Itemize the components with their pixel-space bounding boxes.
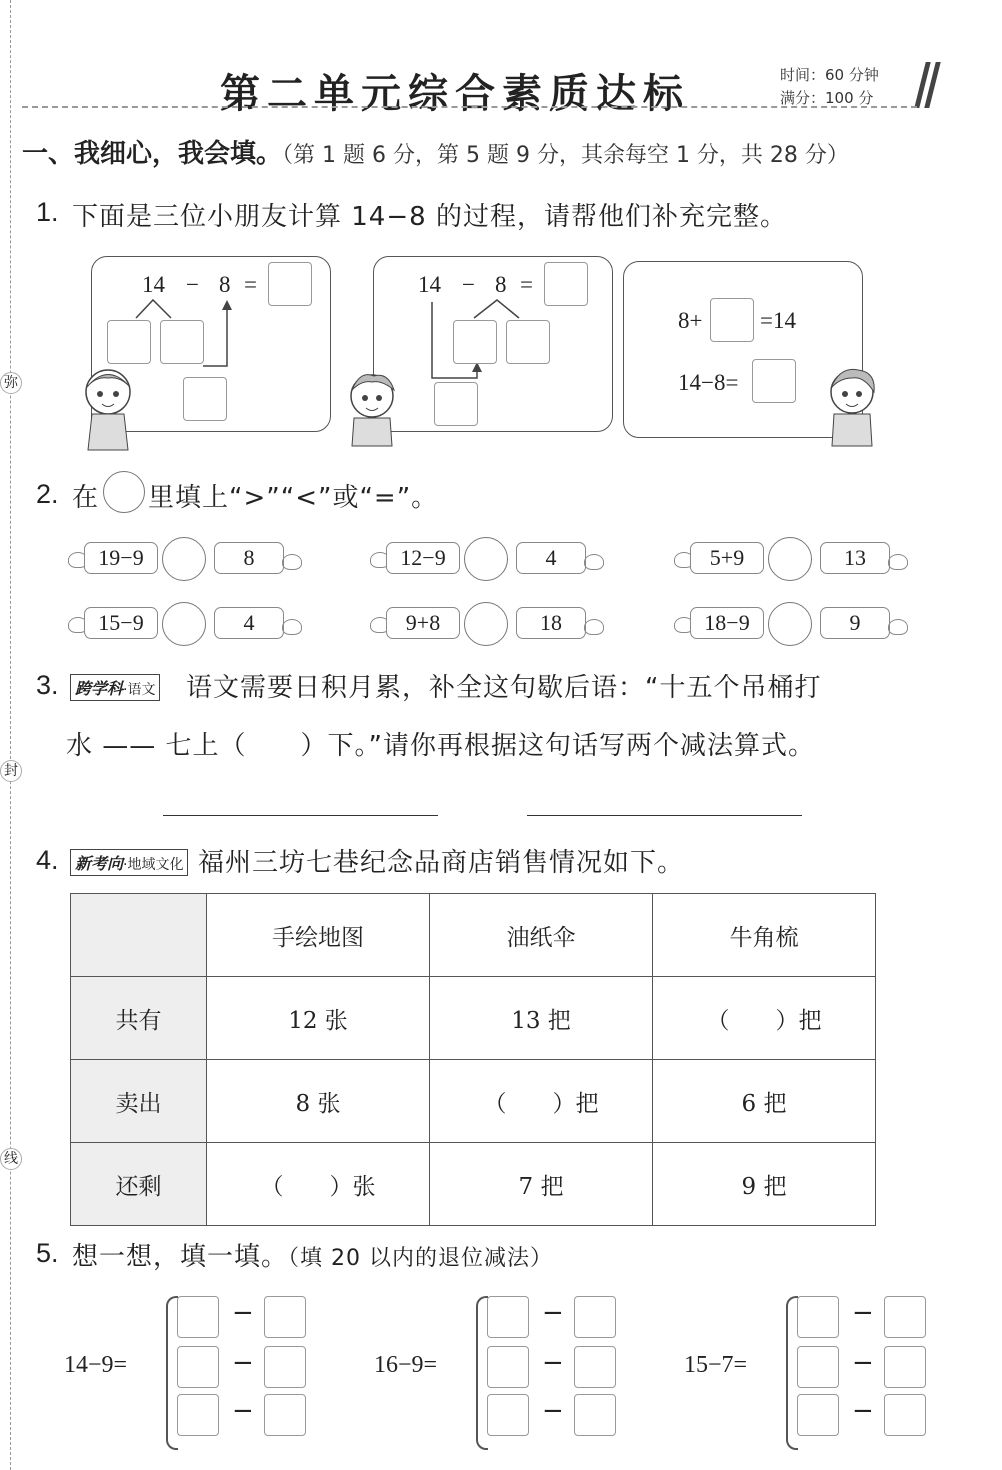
table-header-row <box>71 894 876 977</box>
table-column-header: 牛角梳 <box>653 894 876 977</box>
table-cell: 12 张 <box>207 977 430 1060</box>
table-cell: 6 把 <box>653 1060 876 1143</box>
q1-text: 下面是三位小朋友计算 14−8 的过程，请帮他们补充完整。 <box>72 202 787 232</box>
section-title: 一、我细心，我会填。 <box>22 139 283 169</box>
q2-left-expression: 19−9 <box>84 542 158 574</box>
q3-answer-line-1[interactable] <box>163 815 438 816</box>
q5-number: 5. <box>36 1238 59 1268</box>
table-cell-blank[interactable]: （ ）张 <box>207 1143 430 1226</box>
q2-answer-circle[interactable] <box>464 537 508 581</box>
q3-answer-line-2[interactable] <box>527 815 802 816</box>
q5-equation-label: 16−9= <box>374 1352 438 1378</box>
q2-text-b: 里填上“>”“<”或“=”。 <box>148 483 439 513</box>
q5-minuend-box[interactable] <box>177 1394 219 1436</box>
q1-m3-eq2-text: 14−8= <box>678 370 739 395</box>
q5-minus-sign: − <box>232 1396 254 1426</box>
section-score-note: （第 1 题 6 分，第 5 题 9 分，其余每空 1 分，共 28 分） <box>282 143 849 168</box>
q3-badge-main: 跨学科 <box>75 679 124 698</box>
q4-text: 福州三坊七巷纪念品商店销售情况如下。 <box>198 848 685 878</box>
section-heading <box>22 133 849 170</box>
q2-example-circle <box>103 471 145 513</box>
q2-answer-circle[interactable] <box>768 537 812 581</box>
q5-equation-label: 14−9= <box>64 1352 128 1378</box>
q4-badge-sub: ·地域文化 <box>123 857 184 873</box>
q1-m3-eq1-box[interactable] <box>710 298 754 342</box>
q2-left-expression: 5+9 <box>690 542 764 574</box>
q5-subtrahend-box[interactable] <box>574 1296 616 1338</box>
time-limit: 时间：60 分钟 <box>780 66 879 84</box>
q5-minus-sign: − <box>232 1298 254 1328</box>
q3-text-line1: 语文需要日积月累，补全这句歇后语：“十五个吊桶打 <box>186 673 822 703</box>
q2-right-value: 4 <box>516 542 586 574</box>
q1-m2-subtrahend: 8 <box>495 272 507 297</box>
q5-title: 想一想，填一填。 <box>72 1242 289 1272</box>
q5-minus-sign: − <box>232 1348 254 1378</box>
q5-text <box>72 1236 553 1273</box>
table-corner-cell <box>71 894 207 977</box>
margin-label-feng: 封 <box>0 760 22 782</box>
q2-number: 2. <box>36 479 59 509</box>
q5-minus-sign: − <box>852 1298 874 1328</box>
cat-decoration-icon <box>282 619 302 635</box>
q1-m1-split-box-2[interactable] <box>160 320 204 364</box>
q5-minuend-box[interactable] <box>487 1394 529 1436</box>
q1-m1-minus: − <box>186 272 199 297</box>
q1-m3-eq2-box[interactable] <box>752 359 796 403</box>
q5-minus-sign: − <box>852 1348 874 1378</box>
q1-m1-split-box-1[interactable] <box>107 320 151 364</box>
binding-margin-line <box>10 0 11 1470</box>
q5-minus-sign: − <box>542 1396 564 1426</box>
q2-left-expression: 9+8 <box>386 607 460 639</box>
q2-answer-circle[interactable] <box>162 537 206 581</box>
table-column-header: 手绘地图 <box>207 894 430 977</box>
q5-minus-sign: − <box>542 1298 564 1328</box>
full-score: 满分：100 分 <box>780 89 874 107</box>
q1-m3-eq1-start: 8+ <box>678 308 703 333</box>
q5-minuend-box[interactable] <box>177 1296 219 1338</box>
q2-right-value: 8 <box>214 542 284 574</box>
cat-decoration-icon <box>888 619 908 635</box>
q5-equation-label: 15−7= <box>684 1352 748 1378</box>
q5-subtrahend-box[interactable] <box>884 1346 926 1388</box>
q3-badge-sub: ·语文 <box>123 682 156 698</box>
q3-text-line2: 水 —— 七上（ ）下。”请你再根据这句话写两个减法算式。 <box>66 731 815 761</box>
table-row <box>71 1060 876 1143</box>
q2-left-expression: 18−9 <box>690 607 764 639</box>
q5-minus-sign: − <box>852 1396 874 1426</box>
q2-right-value: 18 <box>516 607 586 639</box>
table-cell: 7 把 <box>430 1143 653 1226</box>
q2-right-value: 4 <box>214 607 284 639</box>
cat-decoration-icon <box>584 554 604 570</box>
q5-minuend-box[interactable] <box>797 1394 839 1436</box>
table-cell: 13 把 <box>430 977 653 1060</box>
q5-subtrahend-box[interactable] <box>574 1394 616 1436</box>
margin-label-xian: 线 <box>0 1148 22 1170</box>
q1-m2-step-box[interactable] <box>434 382 478 426</box>
q2-answer-circle[interactable] <box>768 602 812 646</box>
boy-illustration-icon <box>342 368 408 448</box>
q1-m2-split-box-1[interactable] <box>453 320 497 364</box>
q5-subtrahend-box[interactable] <box>884 1296 926 1338</box>
header-divider <box>22 106 917 108</box>
q1-m1-minuend: 14 <box>142 272 165 297</box>
q4-number: 4. <box>36 845 59 875</box>
q2-right-value: 13 <box>820 542 890 574</box>
q5-minus-sign: − <box>542 1348 564 1378</box>
table-cell: 8 张 <box>207 1060 430 1143</box>
q1-m2-split-box-2[interactable] <box>506 320 550 364</box>
cat-decoration-icon <box>888 554 908 570</box>
table-cell: 9 把 <box>653 1143 876 1226</box>
q2-answer-circle[interactable] <box>464 602 508 646</box>
q2-left-expression: 15−9 <box>84 607 158 639</box>
cat-decoration-icon <box>584 619 604 635</box>
q2-answer-circle[interactable] <box>162 602 206 646</box>
q5-subtrahend-box[interactable] <box>884 1394 926 1436</box>
table-row-label: 卖出 <box>71 1060 207 1143</box>
q5-minuend-box[interactable] <box>487 1296 529 1338</box>
q1-m1-step-box[interactable] <box>183 377 227 421</box>
page-title: 第二单元综合素质达标 <box>220 71 690 117</box>
q3-cross-subject-badge <box>70 674 160 701</box>
cat-decoration-icon <box>282 554 302 570</box>
table-column-header: 油纸伞 <box>430 894 653 977</box>
q5-minuend-box[interactable] <box>487 1346 529 1388</box>
table-row <box>71 977 876 1060</box>
q2-text-a: 在 <box>72 483 100 513</box>
q5-note: （填 20 以内的退位减法） <box>288 1246 553 1271</box>
q5-minuend-box[interactable] <box>177 1346 219 1388</box>
q3-number: 3. <box>36 670 59 700</box>
table-row <box>71 1143 876 1226</box>
margin-label-mi: 弥 <box>0 372 22 394</box>
q1-m2-minus: − <box>462 272 475 297</box>
q1-m1-equals: = <box>244 272 257 297</box>
table-cell-blank[interactable]: （ ）把 <box>653 977 876 1060</box>
q1-m1-subtrahend: 8 <box>219 272 231 297</box>
q5-subtrahend-box[interactable] <box>264 1296 306 1338</box>
q1-number: 1. <box>36 197 59 227</box>
q5-minuend-box[interactable] <box>797 1296 839 1338</box>
q1-m2-equals: = <box>520 272 533 297</box>
girl-2-illustration-icon <box>818 362 884 448</box>
q1-m2-minuend: 14 <box>418 272 441 297</box>
table-row-label: 共有 <box>71 977 207 1060</box>
q2-right-value: 9 <box>820 607 890 639</box>
table-row-label: 还剩 <box>71 1143 207 1226</box>
sales-table <box>70 893 876 1226</box>
q5-subtrahend-box[interactable] <box>264 1346 306 1388</box>
q4-badge-main: 新考向 <box>75 854 124 873</box>
table-cell-blank[interactable]: （ ）把 <box>430 1060 653 1143</box>
q5-minuend-box[interactable] <box>797 1346 839 1388</box>
girl-illustration-icon <box>78 362 142 452</box>
q2-left-expression: 12−9 <box>386 542 460 574</box>
q1-m3-eq1-end: =14 <box>760 308 796 333</box>
q5-subtrahend-box[interactable] <box>264 1394 306 1436</box>
q4-new-direction-badge <box>70 849 188 876</box>
q5-subtrahend-box[interactable] <box>574 1346 616 1388</box>
